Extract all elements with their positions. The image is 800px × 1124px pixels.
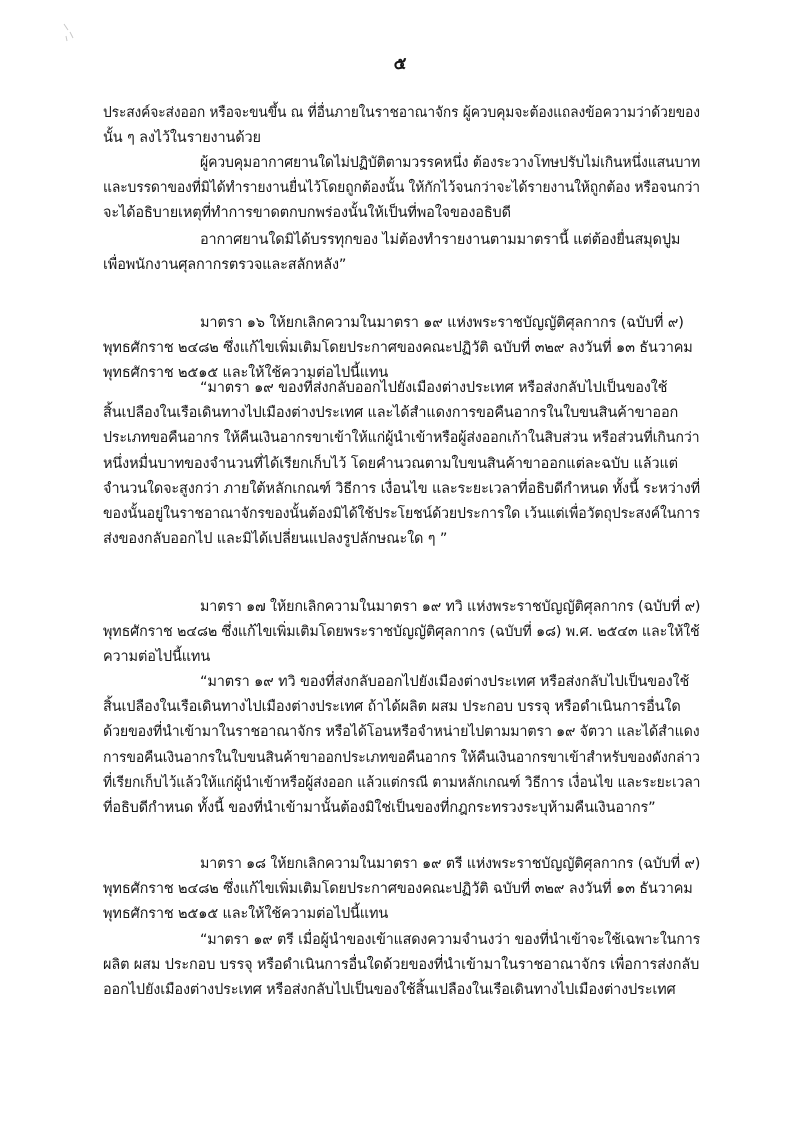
aircraft-paragraph-line: อากาศยานใดมิได้บรรทุกของ ไม่ต้องทำรายงานตามมาตรานี้ แต่ต้องยื่นสมุดปูม <box>200 232 681 248</box>
section-17-intro-line: ความต่อไปนี้แทน <box>103 649 211 666</box>
section-18-text-line: ออกไปยังเมืองต่างประเทศ หรือส่งกลับไปเป็นของใช้สิ้นเปลืองในเรือเดินทางไปเมืองต่างประเทศ <box>103 982 676 999</box>
section-17-text-line: “มาตรา ๑๙ ทวิ ของที่ส่งกลับออกไปยังเมืองต่างประเทศ หรือส่งกลับไปเป็นของใช้ <box>200 674 690 690</box>
continuation-line: นั้น ๆ ลงไว้ในรายงานด้วย <box>103 130 261 147</box>
penalty-paragraph-line: จะได้อธิบายเหตุที่ทำการขาดตกบกพร่องนั้นให้เป็นที่พอใจของอธิบดี <box>103 205 511 222</box>
section-18-text-line: “มาตรา ๑๙ ตรี เมื่อผู้นำของเข้าแสดงความจำนงว่า ของที่นำเข้าจะใช้เฉพาะในการ <box>200 932 701 948</box>
scan-speck <box>62 22 76 44</box>
section-17-text-line: สิ้นเปลืองในเรือเดินทางไปเมืองต่างประเทศ ถ้าได้ผลิต ผสม ประกอบ บรรจุ หรือดำเนินการอื่นใด <box>103 699 681 716</box>
section-17-text-line: ที่อธิบดีกำหนด ทั้งนี้ ของที่นำเข้ามานั้นต้องมิใช่เป็นของที่กฎกระทรวงระบุห้ามคืนเงินอากร” <box>103 800 656 816</box>
section-18-intro-line: พุทธศักราช ๒๕๑๕ และให้ใช้ความต่อไปนี้แทน <box>103 906 389 923</box>
penalty-paragraph-line: ผู้ควบคุมอากาศยานใดไม่ปฏิบัติตามวรรคหนึ่ง ต้องระวางโทษปรับไม่เกินหนึ่งแสนบาท <box>200 155 701 171</box>
aircraft-paragraph-line: เพื่อพนักงานศุลกากรตรวจและสลักหลัง” <box>103 257 347 274</box>
section-18-intro-line: พุทธศักราช ๒๔๘๒ ซึ่งแก้ไขเพิ่มเติมโดยประกาศของคณะปฏิวัติ ฉบับที่ ๓๒๙ ลงวันที่ ๑๓ ธันวาคม <box>103 881 693 898</box>
section-16-text-line: ประเภทขอคืนอากร ให้คืนเงินอากรขาเข้าให้แก่ผู้นำเข้าหรือผู้ส่งออกเก้าในสิบส่วน หรือส่วนที่เกินกว่า <box>103 430 700 447</box>
section-17-intro-line: พุทธศักราช ๒๔๘๒ ซึ่งแก้ไขเพิ่มเติมโดยพระราชบัญญัติศุลกากร (ฉบับที่ ๑๘) พ.ศ. ๒๕๔๓ และให้ใช้ <box>103 624 700 641</box>
section-16-text-line: สิ้นเปลืองในเรือเดินทางไปเมืองต่างประเทศ และได้สำแดงการขอคืนอากรในใบขนสินค้าขาออก <box>103 405 679 422</box>
section-16-text-line: ส่งของกลับออกไป และมิได้เปลี่ยนแปลงรูปลักษณะใด ๆ ” <box>103 531 448 548</box>
section-17-text-line: การขอคืนเงินอากรในใบขนสินค้าขาออกประเภทขอคืนอากร ให้คืนเงินอากรขาเข้าสำหรับของดังกล่าว <box>103 749 700 766</box>
section-16-text-line: “มาตรา ๑๙ ของที่ส่งกลับออกไปยังเมืองต่างประเทศ หรือส่งกลับไปเป็นของใช้ <box>200 380 668 396</box>
section-16-intro-line: มาตรา ๑๖ ให้ยกเลิกความในมาตรา ๑๙ แห่งพระราชบัญญัติศุลกากร (ฉบับที่ ๙) <box>200 315 684 331</box>
section-16-text-line: หนึ่งหมื่นบาทของจำนวนที่ได้เรียกเก็บไว้ โดยคำนวณตามใบขนสินค้าขาออกแต่ละฉบับ แล้วแต่ <box>103 455 678 472</box>
penalty-paragraph-line: และบรรดาของที่มิได้ทำรายงานยื่นไว้โดยถูกต้องนั้น ให้กักไว้จนกว่าจะได้รายงานให้ถูกต้อง หรือจนกว่า <box>103 180 700 197</box>
section-18-intro-line: มาตรา ๑๘ ให้ยกเลิกความในมาตรา ๑๙ ตรี แห่งพระราชบัญญัติศุลกากร (ฉบับที่ ๙) <box>200 856 701 872</box>
section-17-text-line: ที่เรียกเก็บไว้แล้วให้แก่ผู้นำเข้าหรือผู้ส่งออก แล้วแต่กรณี ตามหลักเกณฑ์ วิธีการ เงื่อนไข และระยะเวลา <box>103 774 701 791</box>
section-17-text-line: ด้วยของที่นำเข้ามาในราชอาณาจักร หรือได้โอนหรือจำหน่ายไปตามมาตรา ๑๙ จัตวา และได้สำแดง <box>103 724 700 741</box>
section-16-intro-line: พุทธศักราช ๒๕๑๕ และให้ใช้ความต่อไปนี้แทน <box>103 365 389 382</box>
section-18-text-line: ผลิต ผสม ประกอบ บรรจุ หรือดำเนินการอื่นใดด้วยของที่นำเข้ามาในราชอาณาจักร เพื่อการส่งกลับ <box>103 957 700 974</box>
section-17-intro-line: มาตรา ๑๗ ให้ยกเลิกความในมาตรา ๑๙ ทวิ แห่งพระราชบัญญัติศุลกากร (ฉบับที่ ๙) <box>200 599 701 615</box>
page-number: ๕ <box>393 54 407 74</box>
continuation-line: ประสงค์จะส่งออก หรือจะขนขึ้น ณ ที่อื่นภายในราชอาณาจักร ผู้ควบคุมจะต้องแถลงข้อความว่าด้วยของ <box>103 105 700 121</box>
section-16-text-line: ของนั้นอยู่ในราชอาณาจักรของนั้นต้องมิได้ใช้ประโยชน์ด้วยประการใด เว้นแต่เพื่อวัตถุประสงค์ในการ <box>103 506 700 522</box>
section-16-text-line: จำนวนใดจะสูงกว่า ภายใต้หลักเกณฑ์ วิธีการ เงื่อนไข และระยะเวลาที่อธิบดีกำหนด ทั้งนี้ ระหว่างที่ <box>103 480 701 497</box>
section-16-intro-line: พุทธศักราช ๒๔๘๒ ซึ่งแก้ไขเพิ่มเติมโดยประกาศของคณะปฏิวัติ ฉบับที่ ๓๒๙ ลงวันที่ ๑๓ ธันวาคม <box>103 340 693 357</box>
